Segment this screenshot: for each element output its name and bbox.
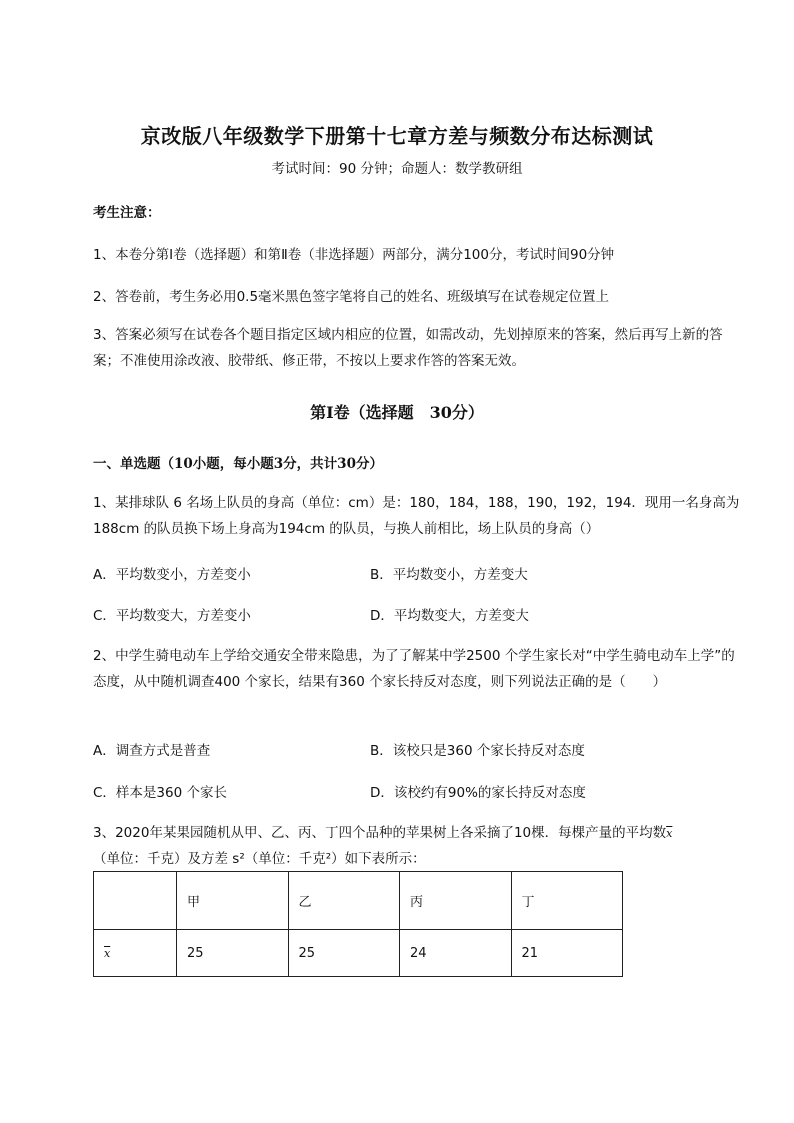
table-header-cell: [94, 872, 177, 930]
table-header-cell: 丙: [400, 872, 512, 930]
table-header-cell: 丁: [511, 872, 623, 930]
notes-heading: 考生注意：: [93, 205, 161, 221]
table-cell: 21: [511, 930, 623, 977]
section-title: 第Ⅰ卷（选择题 30分）: [310, 403, 484, 422]
note-2: 2、答卷前，考生务必用0.5毫米黑色签字笔将自己的姓名、班级填写在试卷规定位置上: [93, 289, 610, 305]
question-1-stem: 1、某排球队 6 名场上队员的身高（单位：cm）是：180，184，188，190，192，194．现用一名身高为 188cm 的队员换下场上身高为194cm 的队员，与换人前相比，场上队员的身高（）: [93, 495, 740, 537]
note-3: 3、答案必须写在试卷各个题目指定区域内相应的位置，如需改动，先划掉原来的答案，然后再写上新的答案；不准使用涂改液、胶带纸、修正带，不按以上要求作答的答案无效。: [93, 327, 723, 369]
table-cell: 24: [400, 930, 512, 977]
q3-stem-text: 3、2020年某果园随机从甲、乙、丙、丁四个品种的苹果树上各采摘了10棵．每棵产量的平均数: [93, 825, 667, 841]
q1-option-a: A．平均数变小，方差变小: [93, 567, 251, 583]
table-cell: 25: [177, 930, 289, 977]
q1-option-b: B．平均数变小，方差变大: [370, 567, 528, 583]
q1-option-d: D．平均数变大，方差变大: [370, 608, 529, 624]
exam-info: 考试时间：90 分钟；命题人：数学教研组: [271, 161, 523, 177]
q2-option-b: B．该校只是360 个家长持反对态度: [370, 743, 585, 759]
question-3-stem-line1: [93, 821, 672, 841]
question-2-stem: 2、中学生骑电动车上学给交通安全带来隐患，为了了解某中学2500 个学生家长对“中学生骑电动车上学”的态度，从中随机调查400 个家长，结果有360 个家长持反对态度，则下列说法正确的是（ ）: [93, 648, 735, 690]
question-3-stem-line2: （单位：千克）及方差 s²（单位：千克²）如下表所示：: [93, 851, 426, 867]
page-title: 京改版八年级数学下册第十七章方差与频数分布达标测试: [140, 124, 654, 148]
q2-option-d: D．该校约有90%的家长持反对态度: [370, 785, 586, 801]
q2-option-c: C．样本是360 个家长: [93, 785, 227, 801]
table-header-cell: 甲: [177, 872, 289, 930]
table-row-label: [94, 930, 177, 977]
table-row: [94, 930, 623, 977]
q2-option-a: A．调查方式是普查: [93, 743, 211, 759]
note-1: 1、本卷分第Ⅰ卷（选择题）和第Ⅱ卷（非选择题）两部分，满分100分，考试时间90分钟: [93, 247, 615, 263]
mean-symbol: $\overline{x}$: [104, 946, 111, 960]
part-heading: 一、单选题（10小题，每小题3分，共计30分）: [93, 456, 383, 472]
q1-option-c: C．平均数变大，方差变小: [93, 608, 251, 624]
q3-mean-symbol: $\overline{x}$: [666, 827, 673, 840]
data-table: [93, 871, 623, 977]
table-header-row: [94, 872, 623, 930]
table-cell: 25: [288, 930, 400, 977]
table-header-cell: 乙: [288, 872, 400, 930]
